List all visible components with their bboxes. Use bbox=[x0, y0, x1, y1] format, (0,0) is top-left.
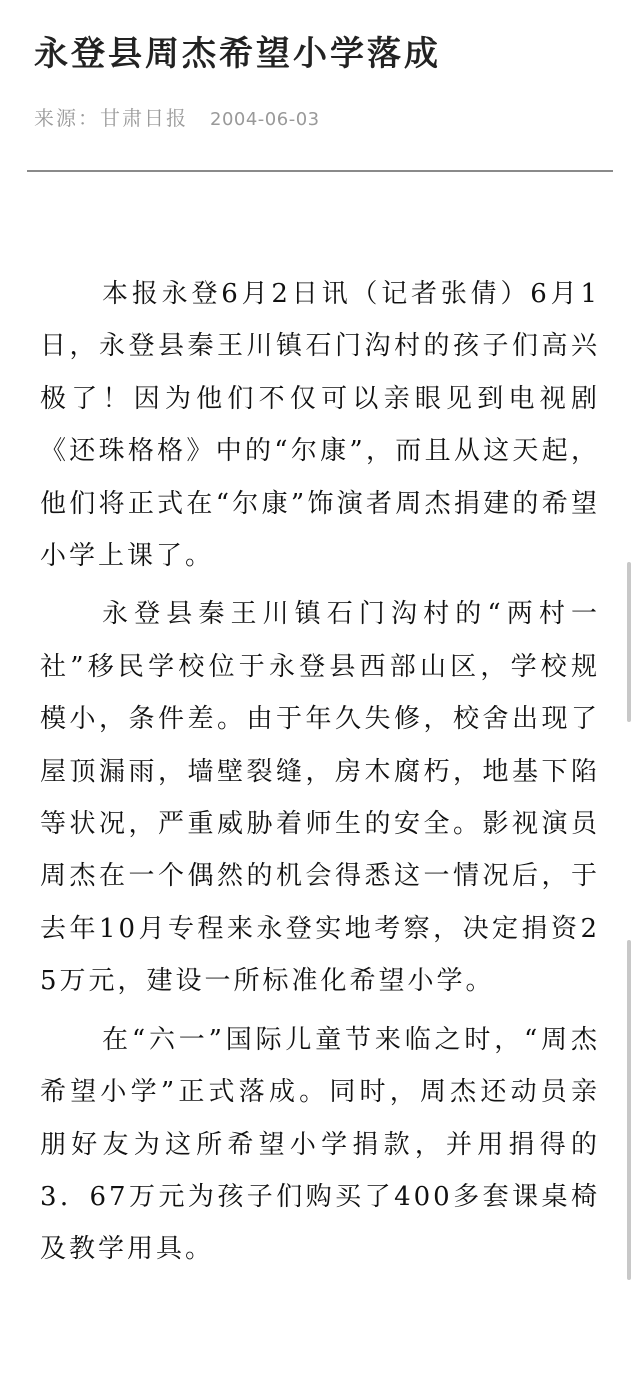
article-meta bbox=[34, 104, 624, 134]
article-body bbox=[40, 268, 600, 1282]
article-header bbox=[34, 28, 624, 134]
article-source: 来源：甘肃日报 bbox=[34, 106, 188, 130]
article-paragraph: 在“六一”国际儿童节来临之时，“周杰希望小学”正式落成。同时，周杰还动员亲朋好友为这所希望小学捐款，并用捐得的3．67万元为孩子们购买了400多套课桌椅及教学用具。 bbox=[40, 1024, 600, 1265]
article-date: 2004-06-03 bbox=[210, 109, 320, 130]
article-title: 永登县周杰希望小学落成 bbox=[34, 34, 441, 74]
article-paragraph: 永登县秦王川镇石门沟村的“两村一社”移民学校位于永登县西部山区，学校规模小，条件差。由于年久失修，校舍出现了屋顶漏雨，墙壁裂缝，房木腐朽，地基下陷等状况，严重威胁着师生的安全。影视演员周杰在一个偶然的机会得悉这一情况后，于去年10月专程来永登实地考察，决定捐资25万元，建设一所标准化希望小学。 bbox=[40, 599, 600, 997]
scrollbar-indicator[interactable] bbox=[627, 940, 631, 1280]
scrollbar-indicator[interactable] bbox=[627, 562, 631, 722]
header-divider bbox=[27, 170, 613, 172]
article-paragraph: 本报永登6月2日讯（记者张倩）6月1日，永登县秦王川镇石门沟村的孩子们高兴极了！因为他们不仅可以亲眼见到电视剧《还珠格格》中的“尔康”，而且从这天起，他们将正式在“尔康”饰演者周杰捐建的希望小学上课了。 bbox=[40, 279, 600, 572]
